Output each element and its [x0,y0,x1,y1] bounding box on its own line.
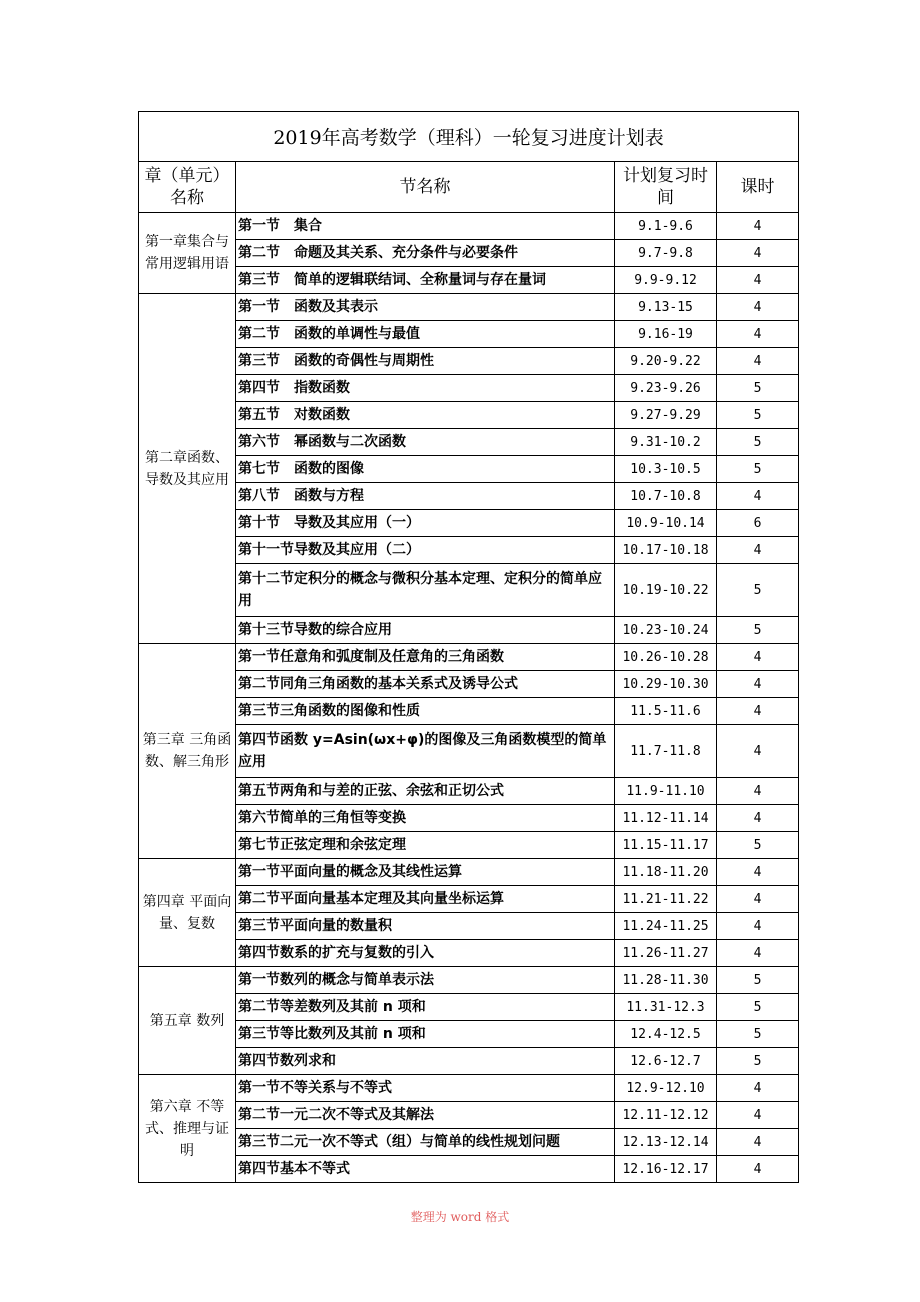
table-row [139,375,799,402]
hours-cell: 5 [717,375,799,402]
review-dates-cell: 12.9-12.10 [615,1075,717,1102]
review-dates-cell: 9.23-9.26 [615,375,717,402]
hours-cell: 4 [717,240,799,267]
section-name-cell: 第五节两角和与差的正弦、余弦和正切公式 [236,778,615,805]
review-dates-cell: 12.16-12.17 [615,1156,717,1183]
hours-cell: 5 [717,617,799,644]
review-dates-cell: 11.7-11.8 [615,725,717,778]
hours-cell: 4 [717,886,799,913]
section-name-cell: 第四节数系的扩充与复数的引入 [236,940,615,967]
section-name-cell: 第二节 函数的单调性与最值 [236,321,615,348]
review-dates-cell: 11.9-11.10 [615,778,717,805]
table-row [139,1048,799,1075]
review-dates-cell: 11.12-11.14 [615,805,717,832]
hours-cell: 5 [717,402,799,429]
table-row [139,240,799,267]
table-row [139,213,799,240]
hours-cell: 4 [717,698,799,725]
dates-column-header: 计划复习时间 [615,162,717,213]
section-name-cell: 第四节函数 y=Asin(ωx+φ)的图像及三角函数模型的简单应用 [236,725,615,778]
table-row [139,671,799,698]
table-row [139,483,799,510]
table-row [139,1075,799,1102]
section-name-cell: 第四节数列求和 [236,1048,615,1075]
review-dates-cell: 11.21-11.22 [615,886,717,913]
hours-cell: 4 [717,213,799,240]
chapter-name-cell: 第四章 平面向量、复数 [139,859,236,967]
review-dates-cell: 9.20-9.22 [615,348,717,375]
hours-cell: 4 [717,644,799,671]
review-dates-cell: 9.27-9.29 [615,402,717,429]
table-row [139,267,799,294]
review-dates-cell: 12.6-12.7 [615,1048,717,1075]
hours-cell: 5 [717,967,799,994]
chapter-name-cell: 第五章 数列 [139,967,236,1075]
section-name-cell: 第十节 导数及其应用（一） [236,510,615,537]
section-name-cell: 第三节 简单的逻辑联结词、全称量词与存在量词 [236,267,615,294]
section-name-cell: 第五节 对数函数 [236,402,615,429]
review-dates-cell: 10.7-10.8 [615,483,717,510]
table-row [139,886,799,913]
section-name-cell: 第十一节导数及其应用（二） [236,537,615,564]
table-row [139,564,799,617]
hours-cell: 4 [717,913,799,940]
review-dates-cell: 10.9-10.14 [615,510,717,537]
table-row [139,940,799,967]
hours-cell: 4 [717,859,799,886]
hours-cell: 4 [717,1102,799,1129]
review-dates-cell: 12.4-12.5 [615,1021,717,1048]
table-row [139,510,799,537]
section-name-cell: 第三节二元一次不等式（组）与简单的线性规划问题 [236,1129,615,1156]
review-dates-cell: 11.18-11.20 [615,859,717,886]
hours-cell: 4 [717,1075,799,1102]
review-dates-cell: 12.11-12.12 [615,1102,717,1129]
table-row [139,698,799,725]
table-row [139,1156,799,1183]
review-dates-cell: 9.7-9.8 [615,240,717,267]
chapter-column-header: 章（单元）名称 [139,162,236,213]
chapter-name-cell: 第一章集合与常用逻辑用语 [139,213,236,294]
hours-cell: 4 [717,348,799,375]
table-row [139,967,799,994]
review-dates-cell: 12.13-12.14 [615,1129,717,1156]
review-plan-table [138,111,799,1183]
section-name-cell: 第一节不等关系与不等式 [236,1075,615,1102]
section-name-cell: 第八节 函数与方程 [236,483,615,510]
hours-cell: 5 [717,994,799,1021]
review-dates-cell: 9.16-19 [615,321,717,348]
section-name-cell: 第六节 幂函数与二次函数 [236,429,615,456]
section-name-cell: 第三节等比数列及其前 n 项和 [236,1021,615,1048]
hours-cell: 4 [717,805,799,832]
review-dates-cell: 10.29-10.30 [615,671,717,698]
table-row [139,994,799,1021]
hours-cell: 5 [717,1048,799,1075]
review-dates-cell: 9.9-9.12 [615,267,717,294]
table-row [139,859,799,886]
hours-cell: 4 [717,267,799,294]
table-row [139,402,799,429]
hours-cell: 4 [717,537,799,564]
table-row [139,725,799,778]
table-row [139,832,799,859]
page-title: 2019年高考数学（理科）一轮复习进度计划表 [139,112,799,162]
hours-cell: 6 [717,510,799,537]
table-row [139,1129,799,1156]
hours-cell: 5 [717,564,799,617]
review-dates-cell: 11.15-11.17 [615,832,717,859]
section-name-cell: 第三节平面向量的数量积 [236,913,615,940]
section-name-cell: 第四节 指数函数 [236,375,615,402]
section-name-cell: 第十二节定积分的概念与微积分基本定理、定积分的简单应用 [236,564,615,617]
review-dates-cell: 9.1-9.6 [615,213,717,240]
table-row [139,805,799,832]
hours-cell: 4 [717,483,799,510]
section-name-cell: 第三节 函数的奇偶性与周期性 [236,348,615,375]
footer-note: 整理为 word 格式 [410,1210,510,1224]
section-column-header: 节名称 [236,162,615,213]
section-name-cell: 第二节一元二次不等式及其解法 [236,1102,615,1129]
table-row [139,1102,799,1129]
review-dates-cell: 11.26-11.27 [615,940,717,967]
review-dates-cell: 9.31-10.2 [615,429,717,456]
table-row [139,321,799,348]
table-row [139,644,799,671]
hours-cell: 4 [717,1156,799,1183]
section-name-cell: 第三节三角函数的图像和性质 [236,698,615,725]
section-name-cell: 第四节基本不等式 [236,1156,615,1183]
section-name-cell: 第二节同角三角函数的基本关系式及诱导公式 [236,671,615,698]
hours-cell: 5 [717,456,799,483]
hours-cell: 4 [717,778,799,805]
table-row [139,617,799,644]
table-head [139,112,799,213]
hours-cell: 5 [717,832,799,859]
section-name-cell: 第二节平面向量基本定理及其向量坐标运算 [236,886,615,913]
chapter-name-cell: 第二章函数、导数及其应用 [139,294,236,644]
table-row [139,294,799,321]
hours-cell: 4 [717,671,799,698]
section-name-cell: 第二节等差数列及其前 n 项和 [236,994,615,1021]
table-row [139,456,799,483]
table-row [139,348,799,375]
title-row [139,112,799,162]
table-row [139,537,799,564]
hours-cell: 4 [717,294,799,321]
section-name-cell: 第一节任意角和弧度制及任意角的三角函数 [236,644,615,671]
table-row [139,429,799,456]
review-dates-cell: 10.3-10.5 [615,456,717,483]
review-dates-cell: 10.23-10.24 [615,617,717,644]
hours-cell: 4 [717,321,799,348]
section-name-cell: 第七节正弦定理和余弦定理 [236,832,615,859]
section-name-cell: 第一节 函数及其表示 [236,294,615,321]
section-name-cell: 第七节 函数的图像 [236,456,615,483]
review-dates-cell: 11.24-11.25 [615,913,717,940]
chapter-name-cell: 第三章 三角函数、解三角形 [139,644,236,859]
table-row [139,778,799,805]
chapter-name-cell: 第六章 不等式、推理与证明 [139,1075,236,1183]
section-name-cell: 第十三节导数的综合应用 [236,617,615,644]
hours-cell: 5 [717,1021,799,1048]
hours-column-header: 课时 [717,162,799,213]
review-dates-cell: 11.31-12.3 [615,994,717,1021]
review-dates-cell: 10.17-10.18 [615,537,717,564]
section-name-cell: 第一节平面向量的概念及其线性运算 [236,859,615,886]
hours-cell: 5 [717,429,799,456]
review-dates-cell: 10.19-10.22 [615,564,717,617]
hours-cell: 4 [717,725,799,778]
header-row [139,162,799,213]
table-body [139,213,799,1183]
section-name-cell: 第一节数列的概念与简单表示法 [236,967,615,994]
hours-cell: 4 [717,940,799,967]
table-row [139,913,799,940]
hours-cell: 4 [717,1129,799,1156]
table-row [139,1021,799,1048]
section-name-cell: 第二节 命题及其关系、充分条件与必要条件 [236,240,615,267]
review-dates-cell: 9.13-15 [615,294,717,321]
review-dates-cell: 11.28-11.30 [615,967,717,994]
review-dates-cell: 10.26-10.28 [615,644,717,671]
section-name-cell: 第六节简单的三角恒等变换 [236,805,615,832]
section-name-cell: 第一节 集合 [236,213,615,240]
review-dates-cell: 11.5-11.6 [615,698,717,725]
